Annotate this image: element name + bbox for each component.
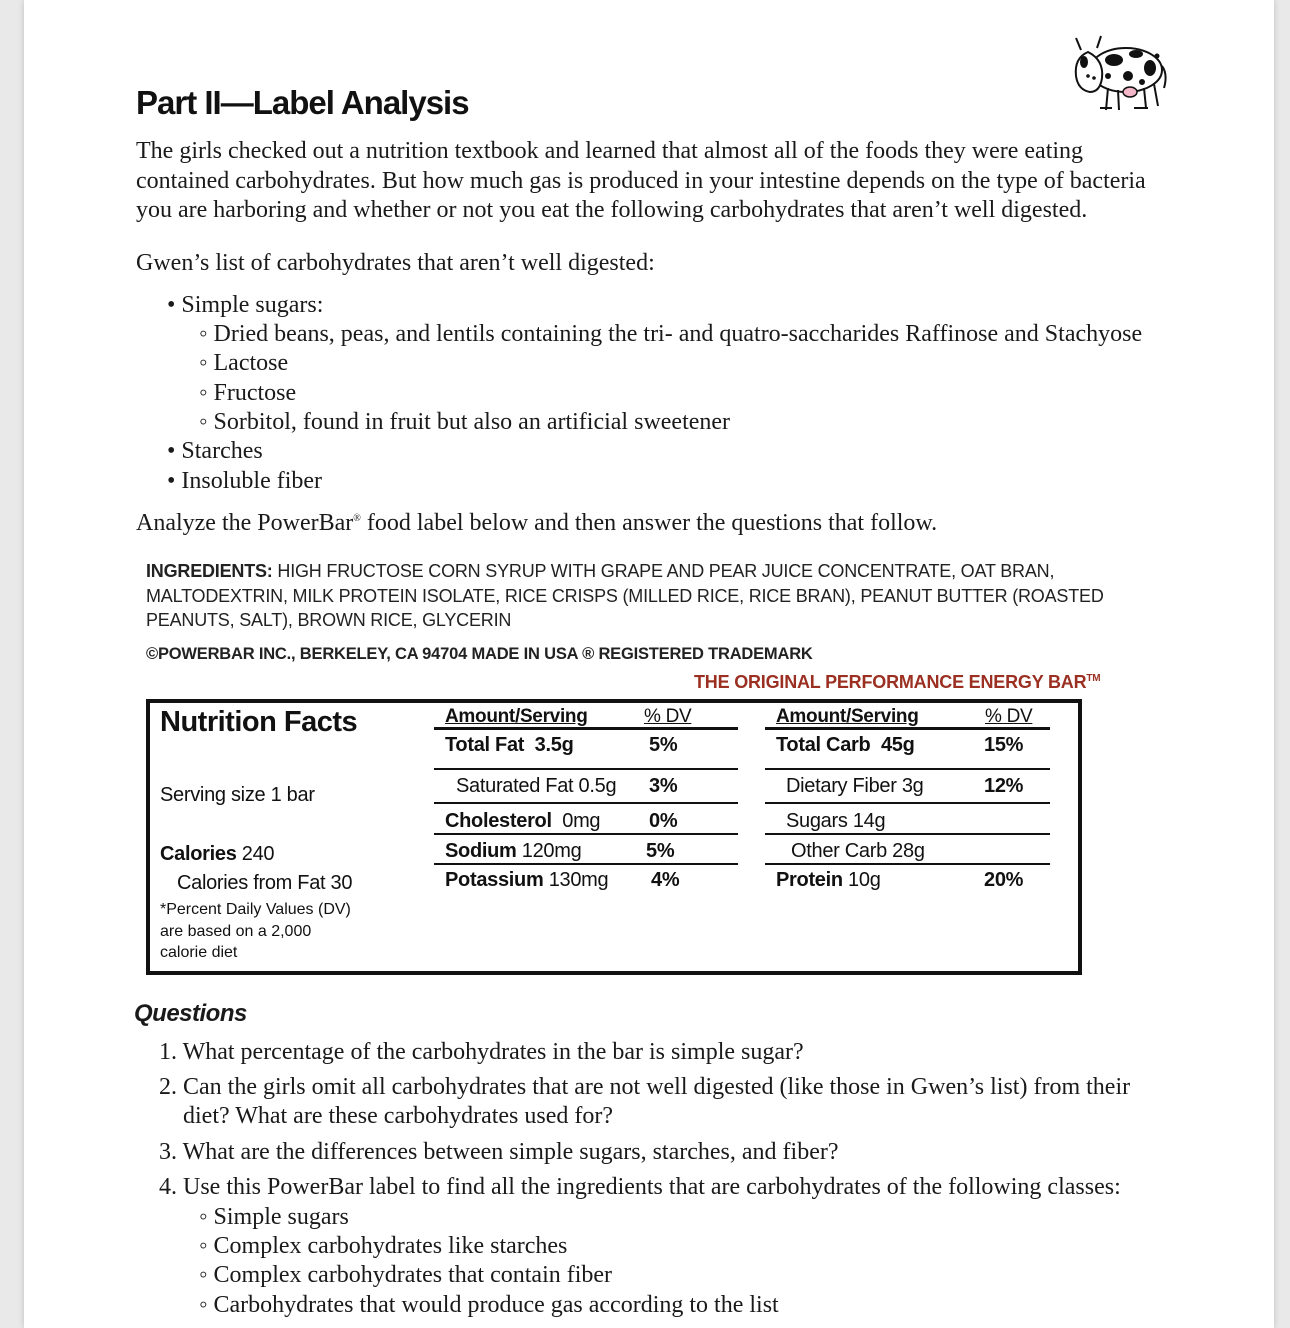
dv-note-line: are based on a 2,000 xyxy=(160,922,312,940)
sugars: Sugars 14g xyxy=(786,810,886,832)
tm-mark: TM xyxy=(1086,673,1101,684)
subitem-label: Simple sugars xyxy=(213,1204,349,1230)
other-carb: Other Carb 28g xyxy=(791,840,925,862)
sodium-label: Sodium xyxy=(445,840,517,862)
analyze-text-rest: food label below and then answer the questions that follow. xyxy=(360,510,938,536)
question-1: 1. What percentage of the carbohydrates in the bar is simple sugar? xyxy=(159,1039,804,1065)
dv-header: % DV xyxy=(644,706,692,727)
list-heading: Gwen’s list of carbohydrates that aren’t well digested: xyxy=(136,250,655,276)
protein-label: Protein xyxy=(776,869,843,891)
potassium-value: 130mg xyxy=(543,869,609,891)
sodium-value: 120mg xyxy=(516,840,582,862)
question-4-subitem: ◦ Complex carbohydrates like starches xyxy=(199,1233,568,1259)
list-item: • Simple sugars: xyxy=(167,292,324,318)
document-page xyxy=(24,0,1274,1328)
total-fat-label: Total Fat xyxy=(445,734,525,756)
list-item: • Starches xyxy=(167,438,263,464)
row-rule xyxy=(765,768,1050,770)
dietary-fiber: Dietary Fiber 3g xyxy=(786,775,924,797)
total-carb-value: 45g xyxy=(880,734,915,756)
sub-list-item: ◦ Sorbitol, found in fruit but also an artificial sweetener xyxy=(199,409,731,435)
total-carb-dv: 15% xyxy=(984,734,1024,756)
calories-from-fat: Calories from Fat 30 xyxy=(177,872,353,894)
row-rule xyxy=(434,768,738,770)
row-rule xyxy=(765,833,1050,835)
header-rule xyxy=(434,727,738,730)
sub-list-item-label: Fructose xyxy=(213,380,297,406)
dv-note-line: calorie diet xyxy=(160,944,238,961)
trademark-line: ©POWERBAR INC., BERKELEY, CA 94704 MADE IN USA ® REGISTERED TRADEMARK xyxy=(146,645,813,663)
serving-size: Serving size 1 bar xyxy=(160,784,315,806)
list-item-label: Insoluble fiber xyxy=(181,468,323,494)
questions-title: Questions xyxy=(134,1000,247,1027)
question-4-subitem: ◦ Complex carbohydrates that contain fiber xyxy=(199,1262,613,1288)
sodium-dv: 5% xyxy=(646,840,675,862)
total-carb-label: Total Carb xyxy=(776,734,871,756)
cholesterol-dv: 0% xyxy=(649,810,678,832)
subitem-label: Complex carbohydrates like starches xyxy=(213,1233,568,1259)
nutrition-facts-title: Nutrition Facts xyxy=(160,706,358,738)
potassium-label: Potassium xyxy=(445,869,544,891)
row-rule xyxy=(434,802,738,804)
section-title: Part II—Label Analysis xyxy=(136,84,469,121)
saturated-fat: Saturated Fat 0.5g xyxy=(456,775,617,797)
amount-header: Amount/Serving xyxy=(445,706,588,727)
ingredients-label: INGREDIENTS: xyxy=(146,561,273,581)
product-tagline xyxy=(694,672,1100,693)
subitem-label: Carbohydrates that would produce gas according to the list xyxy=(213,1292,779,1318)
sub-list-item-label: Lactose xyxy=(213,350,289,376)
total-carb xyxy=(776,734,915,757)
potassium-dv: 4% xyxy=(651,869,680,891)
sub-list-item-label: Sorbitol, found in fruit but also an artificial sweetener xyxy=(213,409,731,435)
protein xyxy=(776,869,881,892)
list-item-label: Starches xyxy=(181,438,263,464)
list-item-label: Simple sugars: xyxy=(181,292,324,318)
list-item: • Insoluble fiber xyxy=(167,468,323,494)
cholesterol-value: 0mg xyxy=(562,810,601,832)
dv-note-line: *Percent Daily Values (DV) xyxy=(160,901,351,918)
sub-list-item-label: Dried beans, peas, and lentils containing the tri- and quatro-saccharides Raffinose and Stachyose xyxy=(213,321,1143,347)
ingredients-block xyxy=(146,559,1156,633)
row-rule xyxy=(765,863,1050,865)
question-4: 4. Use this PowerBar label to find all the ingredients that are carbohydrates of the following classes: xyxy=(159,1174,1121,1200)
dietary-fiber-dv: 12% xyxy=(984,775,1024,797)
saturated-fat-dv: 3% xyxy=(649,775,678,797)
analyze-instruction xyxy=(136,510,937,537)
row-rule xyxy=(434,863,738,865)
analyze-text: Analyze the PowerBar xyxy=(136,510,354,536)
cholesterol-label: Cholesterol xyxy=(445,810,552,832)
header-rule xyxy=(765,727,1050,730)
total-fat-value: 3.5g xyxy=(534,734,574,756)
sub-list-item: ◦ Dried beans, peas, and lentils containing the tri- and quatro-saccharides Raffinose and Stachyose xyxy=(199,321,1143,347)
intro-paragraph: The girls checked out a nutrition textbook and learned that almost all of the foods they were eating contained carbohydrates. But how much gas is produced in your intestine depends on the type of bacteria you are harboring and whether or not you eat the following carbohydrates that aren’t well digested. xyxy=(136,138,1146,223)
dv-header: % DV xyxy=(985,706,1033,727)
question-3: 3. What are the differences between simple sugars, starches, and fiber? xyxy=(159,1139,839,1165)
tagline-text: THE ORIGINAL PERFORMANCE ENERGY BAR xyxy=(694,672,1087,692)
row-rule xyxy=(434,833,738,835)
subitem-label: Complex carbohydrates that contain fiber xyxy=(213,1262,613,1288)
potassium xyxy=(445,869,608,892)
question-2-continued: diet? What are these carbohydrates used for? xyxy=(183,1103,614,1129)
question-4-subitem: ◦ Carbohydrates that would produce gas according to the list xyxy=(199,1292,779,1318)
sodium xyxy=(445,840,581,863)
calories xyxy=(160,843,274,866)
cholesterol xyxy=(445,810,600,833)
ingredients-text: HIGH FRUCTOSE CORN SYRUP WITH GRAPE AND PEAR JUICE CONCENTRATE, OAT BRAN, MALTODEXTRIN, MILK PROTEIN ISOLATE, RICE CRISPS (MILLED RICE, RICE BRAN), PEANUT BUTTER (ROASTED PEANUTS, SALT), BROWN RICE, GLYCERIN xyxy=(146,561,1104,630)
total-fat xyxy=(445,734,574,757)
protein-dv: 20% xyxy=(984,869,1024,891)
question-4-subitem: ◦ Simple sugars xyxy=(199,1204,349,1230)
calories-value: 240 xyxy=(236,843,275,865)
sub-list-item: ◦ Fructose xyxy=(199,380,297,406)
registered-mark: ® xyxy=(353,513,361,524)
total-fat-dv: 5% xyxy=(649,734,678,756)
question-2: 2. Can the girls omit all carbohydrates that are not well digested (like those in Gwen’s list) from their xyxy=(159,1074,1131,1100)
row-rule xyxy=(765,802,1050,804)
sub-list-item: ◦ Lactose xyxy=(199,350,289,376)
dv-note xyxy=(160,899,351,964)
amount-header: Amount/Serving xyxy=(776,706,919,727)
cow-illustration xyxy=(1064,32,1168,116)
calories-label: Calories xyxy=(160,843,237,865)
protein-value: 10g xyxy=(842,869,881,891)
